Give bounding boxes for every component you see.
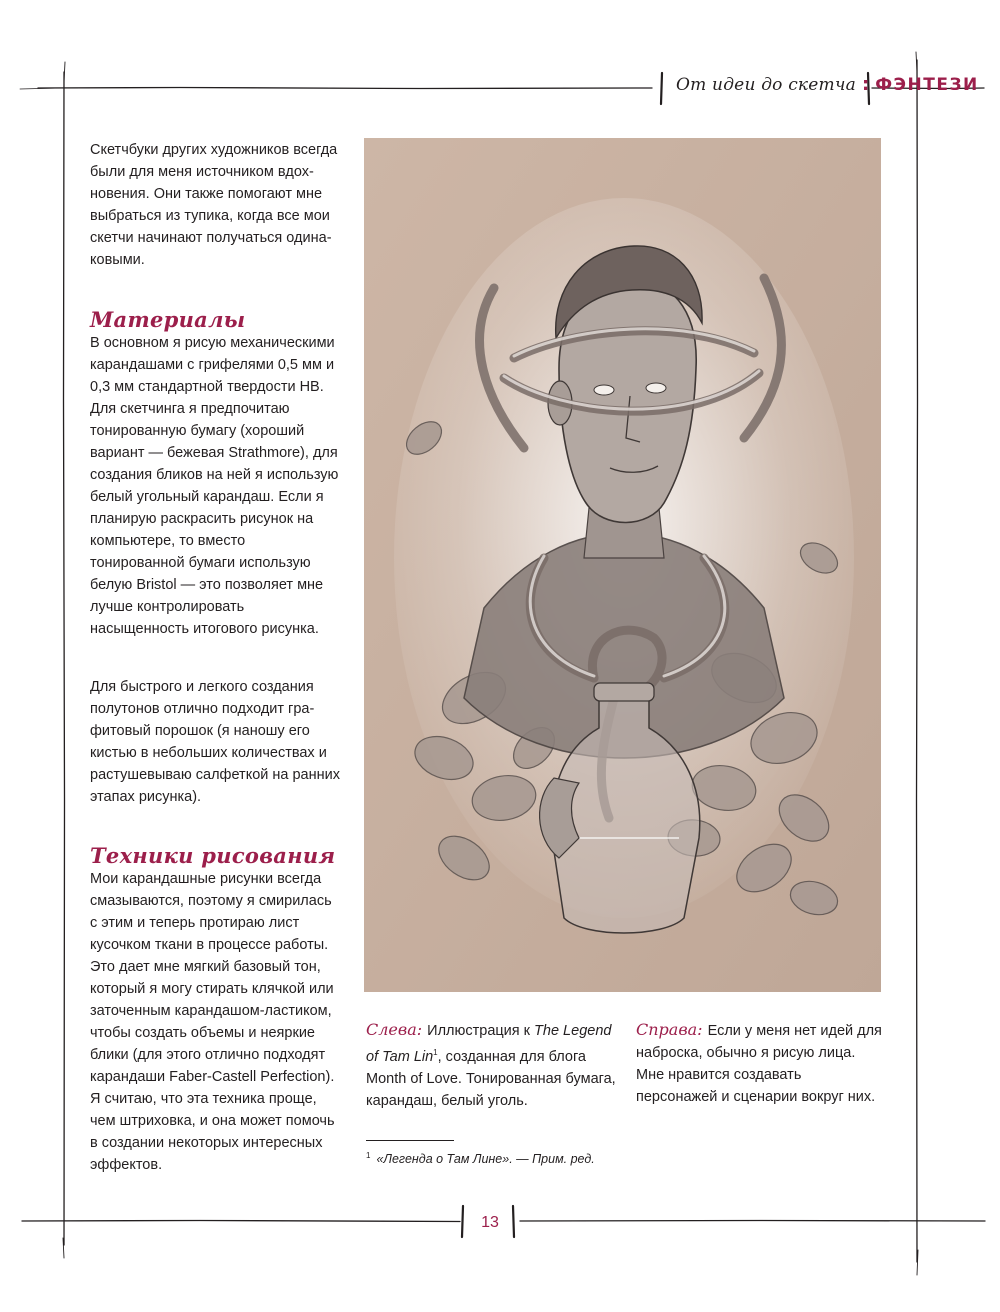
caption-right — [636, 1019, 886, 1108]
footnote — [366, 1151, 595, 1166]
techniques-heading: Техники рисования — [90, 843, 336, 868]
caption-right-text: Если у меня нет идей для наброска, обычно я рисую лица. Мне нравится создавать персонажей и сценарии вокруг них. — [636, 1023, 882, 1105]
chapter-topic: ФЭНТЕЗИ — [875, 75, 979, 95]
tam-lin-illustration — [364, 138, 881, 992]
materials-heading: Материалы — [90, 307, 246, 332]
caption-right-label: Справа: — [636, 1020, 703, 1039]
caption-left-title: The Legend of Tam Lin — [366, 1023, 612, 1065]
footnote-mark: 1 — [433, 1048, 438, 1057]
header-separator: : — [861, 74, 870, 95]
caption-left-label: Слева: — [366, 1020, 423, 1039]
materials-paragraph-1: В основном я рисую механическими карандашами с грифелями 0,5 мм и 0,3 мм стандартной твердости HB. Для скетчинга я предпочитаю тонированную бумагу (хороший вариант — бежевая Strathmore), для создания бликов на ней я использую белый угольный карандаш. Если я планирую раскрасить рисунок на компьютере, то вместо тонированной бумаги использую белую Bristol — это позволяет мне лучше контролировать насыщенность итогового рисунка. — [90, 335, 339, 637]
book-title: От идеи до скетча — [676, 75, 856, 95]
materials-paragraph-2: Для быстрого и легкого создания полутонов отлично подходит графитовый порошок (я наношу его кистью в небольших количествах и растушевываю салфеткой на ранних этапах рисунка). — [90, 679, 340, 805]
caption-left — [366, 1019, 618, 1112]
footnote-text: «Легенда о Там Лине». — Прим. ред. — [376, 1152, 595, 1167]
running-header — [676, 74, 979, 102]
caption-left-text-before: Иллюстрация к — [427, 1023, 535, 1039]
page-number: 13 — [481, 1214, 499, 1231]
techniques-paragraph: Мои карандашные рисунки всегда смазываются, поэтому я смирилась с этим и теперь протираю лист кусочком ткани в процессе работы. Это дает мне мягкий базовый тон, который я могу стирать клячкой или заточенным карандашом-ластиком, чтобы создать объемы и неяркие блики (для этого отлично подходят карандаши Faber-Castell Perfection). Я считаю, что эта техника проще, чем штриховка, и она может помочь в создании некоторых интересных эффектов. — [90, 871, 335, 1173]
caption-left-text-after: , созданная для блога Month of Love. Тонированная бумага, карандаш, белый уголь. — [366, 1048, 616, 1109]
intro-paragraph: Скетчбуки других художников всегда были для меня источником вдохновения. Они также помогают мне выбраться из тупика, когда все мои скетчи начинают получаться одинаковыми. — [90, 142, 338, 268]
footnote-divider — [366, 1140, 454, 1141]
footnote-number: 1 — [366, 1151, 371, 1160]
